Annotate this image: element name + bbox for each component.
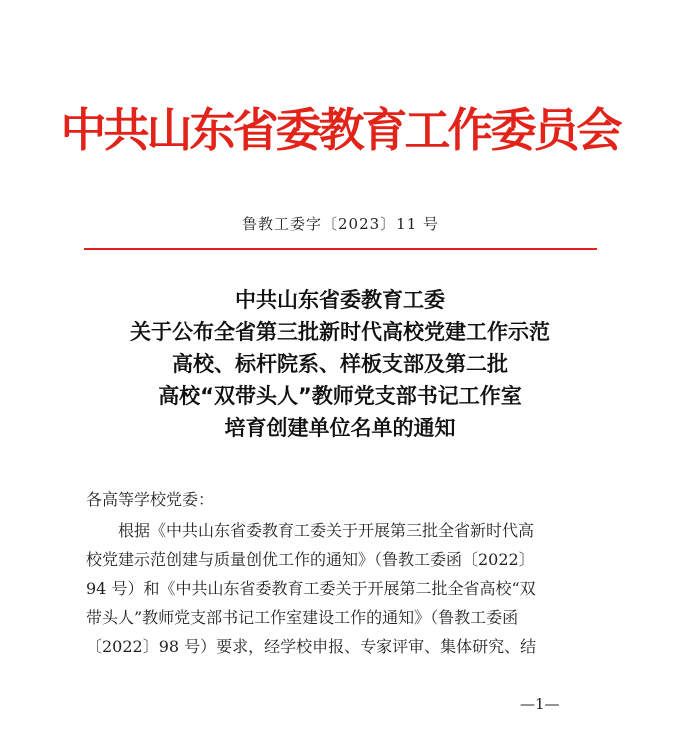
body-line: 〔2022〕98 号）要求，经学校申报、专家评审、集体研究、结 [86,637,537,656]
salutation: 各高等学校党委： [86,490,215,509]
body-line: 校党建示范创建与质量创优工作的通知》（鲁教工委函〔2022〕 [86,550,535,569]
body-line: 根据《中共山东省委教育工委关于开展第三批全省新时代高 [118,521,535,540]
body-line: 94 号）和《中共山东省委教育工委关于开展第二批全省高校“双 [86,579,536,598]
document-title [60,284,620,444]
red-divider-line [84,248,597,250]
page-number: —1— [520,695,560,713]
title-line: 培育创建单位名单的通知 [224,416,456,440]
letterhead-org-name: 中共山东省委教育工作委员会 [60,103,620,157]
title-line: 中共山东省委教育工委 [235,288,445,312]
title-line: 关于公布全省第三批新时代高校党建工作示范 [130,320,550,344]
title-line: 高校、标杆院系、样板支部及第二批 [172,352,508,376]
body-line: 带头人”教师党支部书记工作室建设工作的通知》（鲁教工委函 [86,608,519,627]
document-number: 鲁教工委字〔2023〕11 号 [241,215,440,233]
body-paragraph [86,516,606,661]
title-line: 高校“双带头人”教师党支部书记工作室 [158,384,522,408]
